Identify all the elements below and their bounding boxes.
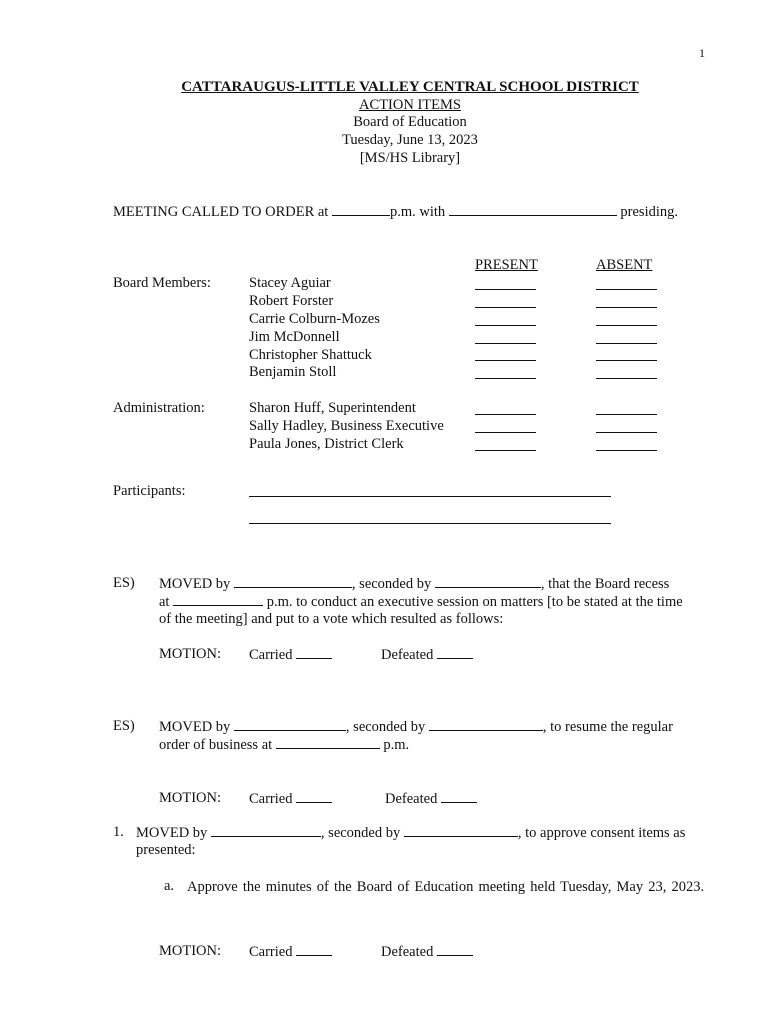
sub-item-label: a.	[164, 878, 175, 894]
absent-blank[interactable]	[596, 360, 657, 361]
call-to-order-prefix: MEETING CALLED TO ORDER at	[113, 204, 329, 220]
member-name: Stacey Aguiar	[249, 275, 331, 291]
absent-blank[interactable]	[596, 325, 657, 326]
defeated-text: Defeated	[381, 944, 434, 960]
member-name: Jim McDonnell	[249, 329, 340, 345]
presiding-blank[interactable]	[449, 203, 617, 216]
moved-by-blank[interactable]	[234, 718, 346, 731]
time-blank[interactable]	[173, 593, 263, 606]
seconded-by-blank[interactable]	[435, 575, 541, 588]
present-blank[interactable]	[475, 325, 536, 326]
page-number: 1	[699, 46, 705, 60]
motion-label: MOTION:	[159, 790, 222, 806]
seconded-by-blank[interactable]	[404, 824, 518, 837]
call-to-order-line	[113, 203, 678, 221]
member-name: Carrie Colburn-Mozes	[249, 311, 380, 327]
resume-text: , to resume the regular	[542, 719, 673, 735]
member-name: Christopher Shattuck	[249, 347, 372, 363]
admin-name: Paula Jones, District Clerk	[249, 436, 404, 452]
member-name: Benjamin Stoll	[249, 364, 337, 380]
moved-by-blank[interactable]	[211, 824, 321, 837]
motion-carried	[249, 943, 332, 961]
absent-blank[interactable]	[596, 450, 657, 451]
at-text: at	[159, 594, 170, 610]
item-number: 1.	[113, 824, 124, 840]
present-blank[interactable]	[475, 343, 536, 344]
admin-name: Sally Hadley, Business Executive	[249, 418, 444, 434]
carried-blank[interactable]	[296, 790, 332, 803]
conduct-text: p.m. to conduct an executive session on matters [to be stated at the time	[266, 594, 683, 610]
order-text: order of business at	[159, 737, 273, 753]
carried-blank[interactable]	[296, 646, 332, 659]
motion-label: MOTION:	[159, 943, 222, 959]
motion-label: MOTION:	[159, 646, 222, 662]
present-blank[interactable]	[475, 414, 536, 415]
absent-header: ABSENT	[596, 257, 653, 273]
absent-blank[interactable]	[596, 307, 657, 308]
motion-defeated	[381, 646, 473, 664]
moved-by-text: MOVED by	[159, 719, 231, 735]
moved-by-text: MOVED by	[136, 825, 208, 841]
document-title: ACTION ITEMS	[359, 97, 461, 113]
es1-line2	[159, 593, 683, 611]
defeated-blank[interactable]	[441, 790, 477, 803]
absent-blank[interactable]	[596, 289, 657, 290]
present-blank[interactable]	[475, 307, 536, 308]
moved-by-blank[interactable]	[234, 575, 352, 588]
defeated-text: Defeated	[381, 647, 434, 663]
administration-label: Administration:	[113, 400, 205, 416]
present-blank[interactable]	[475, 378, 536, 379]
es-label: ES)	[113, 575, 135, 591]
present-header: PRESENT	[475, 257, 538, 273]
defeated-blank[interactable]	[437, 943, 473, 956]
meeting-location: [MS/HS Library]	[359, 150, 461, 166]
es2-line1	[159, 718, 673, 736]
approve-text: , to approve consent items as	[517, 825, 686, 841]
member-name: Robert Forster	[249, 293, 334, 309]
seconded-by-text: , seconded by	[345, 719, 426, 735]
meeting-date: Tuesday, June 13, 2023	[342, 132, 478, 148]
defeated-text: Defeated	[385, 791, 438, 807]
moved-by-text: MOVED by	[159, 576, 231, 592]
participants-blank[interactable]	[249, 523, 611, 524]
carried-blank[interactable]	[296, 943, 332, 956]
participants-label: Participants:	[113, 483, 186, 499]
seconded-by-blank[interactable]	[429, 718, 543, 731]
motion-carried	[249, 646, 332, 664]
absent-blank[interactable]	[596, 343, 657, 344]
motion-carried	[249, 790, 332, 808]
es-label: ES)	[113, 718, 135, 734]
seconded-by-text: , seconded by	[320, 825, 401, 841]
call-to-order-middle: p.m. with	[389, 204, 446, 220]
call-to-order-suffix: presiding.	[620, 204, 678, 220]
present-blank[interactable]	[475, 289, 536, 290]
time-blank[interactable]	[276, 736, 380, 749]
district-title: CATTARAUGUS-LITTLE VALLEY CENTRAL SCHOOL DISTRICT	[181, 79, 639, 95]
defeated-blank[interactable]	[437, 646, 473, 659]
seconded-by-text: , seconded by	[351, 576, 432, 592]
es2-line2	[159, 736, 409, 754]
motion-defeated	[385, 790, 477, 808]
es1-line1	[159, 575, 669, 593]
present-blank[interactable]	[475, 360, 536, 361]
present-blank[interactable]	[475, 450, 536, 451]
absent-blank[interactable]	[596, 432, 657, 433]
board-name: Board of Education	[353, 114, 467, 130]
board-members-label: Board Members:	[113, 275, 211, 291]
sub-item-text: Approve the minutes of the Board of Education meeting held Tuesday, May 23, 2023.	[187, 879, 705, 895]
carried-text: Carried	[249, 647, 293, 663]
participants-blank[interactable]	[249, 496, 611, 497]
admin-name: Sharon Huff, Superintendent	[249, 400, 416, 416]
motion-defeated	[381, 943, 473, 961]
pm-text: p.m.	[383, 737, 410, 753]
present-blank[interactable]	[475, 432, 536, 433]
item1-line2: presented:	[136, 842, 196, 858]
es1-line3: of the meeting] and put to a vote which resulted as follows:	[159, 611, 504, 627]
absent-blank[interactable]	[596, 414, 657, 415]
carried-text: Carried	[249, 791, 293, 807]
recess-text: , that the Board recess	[540, 576, 670, 592]
absent-blank[interactable]	[596, 378, 657, 379]
time-blank[interactable]	[332, 203, 390, 216]
carried-text: Carried	[249, 944, 293, 960]
item1-line1	[136, 824, 685, 842]
